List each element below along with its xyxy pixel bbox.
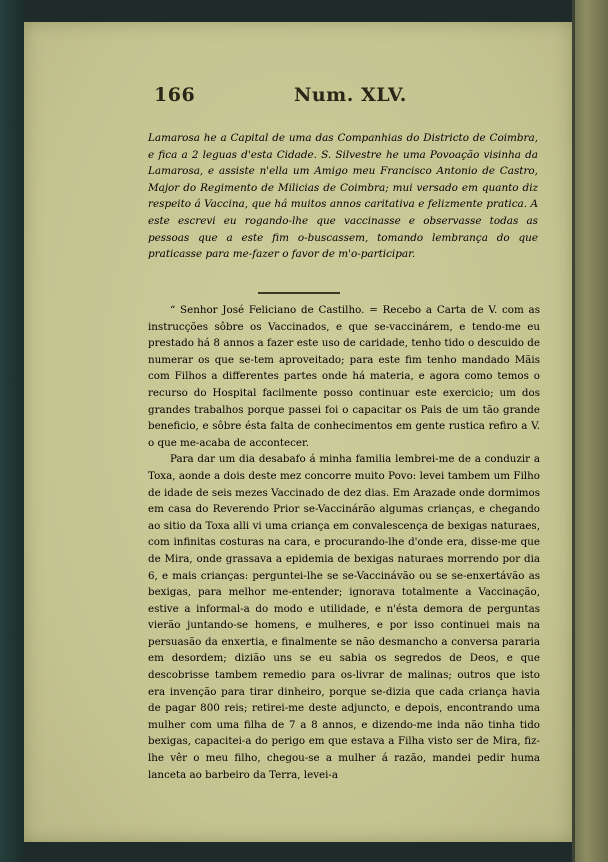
intro-paragraph: Lamarosa he a Capital de uma das Companhias do Districto de Coimbra, e fica a 2 leguas d'esta Cidade. S. Silvestre he uma Povoação visinha da Lamarosa, e assiste n'ella um Amigo meu Francisco Antonio de Castro, Major do Regimento de Milicias de Coimbra; mui versado em quanto diz respeito á Vaccina, que há muitos annos caritativa e felizmente pratica. A este escrevi eu rogando-lhe que vaccinasse e observasse todas as pessoas que a este fim o-buscassem, tomando lembrança do que praticasse para me-fazer o favor de m'o-participar. bbox=[148, 132, 538, 261]
letter-paragraph-2: Para dar um dia desabafo á minha familia lembrei-me de a conduzir a Toxa, aonde a dois deste mez concorre muito Povo: levei tambem um Filho de idade de seis mezes Vaccinado de dez dias. Em Arazade onde dormimos em casa do Reverendo Prior se-Vaccinárão algumas crianças, e chegando ao sitio da Toxa alli vi uma criança em convalescença de bexigas naturaes, com infinitas costuras na cara, e procurando-lhe d'onde era, disse-me que de Mira, onde grassava a epidemia de bexigas naturaes morrendo por dia 6, e mais crianças: perguntei-lhe se se-Vaccinávão ou se se-enxertávão as bexigas, para melhor me-entender; ignorava totalmente a Vaccinação, estive a informal-a do modo e utilidade, e n'ésta demora de perguntas vierão juntando-se homens, e mulheres, e por isso continuei mais na persuasão da enxertia, e finalmente se não desmancho a conversa pararia em desordem; dizião uns se eu sabia os segredos de Deos, e que descobrisse tambem remedio para os-livrar de malinas; outros que isto era invenção para tirar dinheiro, porque se-dizia que cada criança havia de pagar 800 reis; retirei-me deste adjuncto, e depois, encontrando uma mulher com uma filha de 7 a 8 annos, e dizendo-me inda não tinha tido bexigas, capacitei-a do perigo em que estava a Filha visto ser de Mira, fiz-lhe vêr o meu filho, chegou-se a mulher á razão, mandei pedir huma lanceta ao barbeiro da Terra, levei-a bbox=[148, 453, 540, 781]
page-header bbox=[154, 84, 454, 116]
letter-paragraph-1: “ Senhor José Feliciano de Castilho. = Recebo a Carta de V. com as instrucções sôbre os Vaccinados, e que se-vaccinárem, e tendo-me eu prestado há 8 annos a fazer este uso de caridade, tenho tido o descuido de numerar os que se-tem aproveitado; para este fim tenho mandado Mãis com Filhos a differentes partes onde há materia, e agora como temos o recurso do Hospital facilmente posso continuar este exercicio; um dos grandes trabalhos porque passei foi o capacitar os Pais de um tão grande beneficio, e sôbre ésta falta de conhecimentos em gente rustica refiro a V. o que me-acaba de accontecer. bbox=[148, 304, 540, 449]
section-divider bbox=[258, 292, 340, 294]
issue-number-title: Num. XLV. bbox=[294, 84, 407, 106]
cover-seam bbox=[572, 0, 575, 862]
book-cover-right bbox=[572, 0, 608, 862]
page-number: 166 bbox=[154, 84, 196, 106]
letter-body bbox=[148, 302, 540, 783]
book-cover-left bbox=[0, 0, 24, 862]
